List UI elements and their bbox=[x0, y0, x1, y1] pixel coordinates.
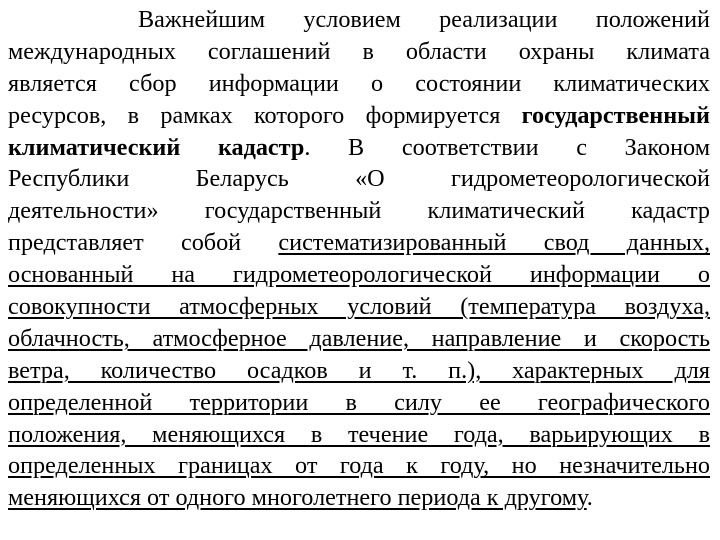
underlined-line bbox=[8, 419, 710, 451]
text-line bbox=[8, 68, 710, 100]
text-run: . bbox=[586, 484, 593, 512]
text-line bbox=[8, 227, 710, 259]
text-run: деятельности» государственный климатический кадастр bbox=[8, 197, 710, 225]
text-run: определенных границах от года к году, но незначительно bbox=[8, 452, 710, 480]
underlined-definition: систематизированный свод данных, bbox=[278, 229, 711, 257]
text-run: представляет собой bbox=[8, 229, 279, 257]
text-line bbox=[8, 195, 710, 227]
text-run: Республики Беларусь «О гидрометеорологической bbox=[8, 165, 710, 193]
text-run: основанный на гидрометеорологической информации о bbox=[8, 261, 710, 289]
text-run: Важнейшим условием реализации положений bbox=[138, 6, 710, 33]
text-run: облачность, атмосферное давление, направление и скорость bbox=[8, 324, 710, 352]
text-run: ветра, количество осадков и т. п.), характерных для bbox=[8, 356, 710, 384]
underlined-line bbox=[8, 259, 710, 291]
underlined-line bbox=[8, 323, 710, 355]
body-paragraph bbox=[8, 4, 710, 514]
text-run: ресурсов, в рамках которого формируется bbox=[8, 101, 522, 129]
underlined-line bbox=[8, 450, 710, 482]
text-run: положения, меняющихся в течение года, варьирующих в bbox=[8, 420, 710, 448]
underlined-line bbox=[8, 355, 710, 387]
text-run: . В соответствии с Законом bbox=[304, 133, 710, 161]
text-line bbox=[8, 132, 710, 164]
text-line bbox=[8, 100, 710, 132]
text-line bbox=[8, 482, 710, 514]
text-run: международных соглашений в области охраны климата bbox=[8, 37, 710, 65]
text-run: совокупности атмосферных условий (температура воздуха, bbox=[8, 293, 710, 321]
text-line bbox=[8, 36, 710, 68]
text-run: определенной территории в силу ее географического bbox=[8, 388, 710, 416]
text-line bbox=[8, 4, 710, 36]
text-run: является сбор информации о состоянии климатических bbox=[8, 69, 710, 97]
underlined-line bbox=[8, 387, 710, 419]
underlined-line bbox=[8, 291, 710, 323]
bold-term: климатический кадастр bbox=[8, 133, 305, 161]
underlined-definition: меняющихся от одного многолетнего периода к другому bbox=[8, 484, 587, 512]
text-line bbox=[8, 163, 710, 195]
bold-term: государственный bbox=[521, 101, 710, 129]
